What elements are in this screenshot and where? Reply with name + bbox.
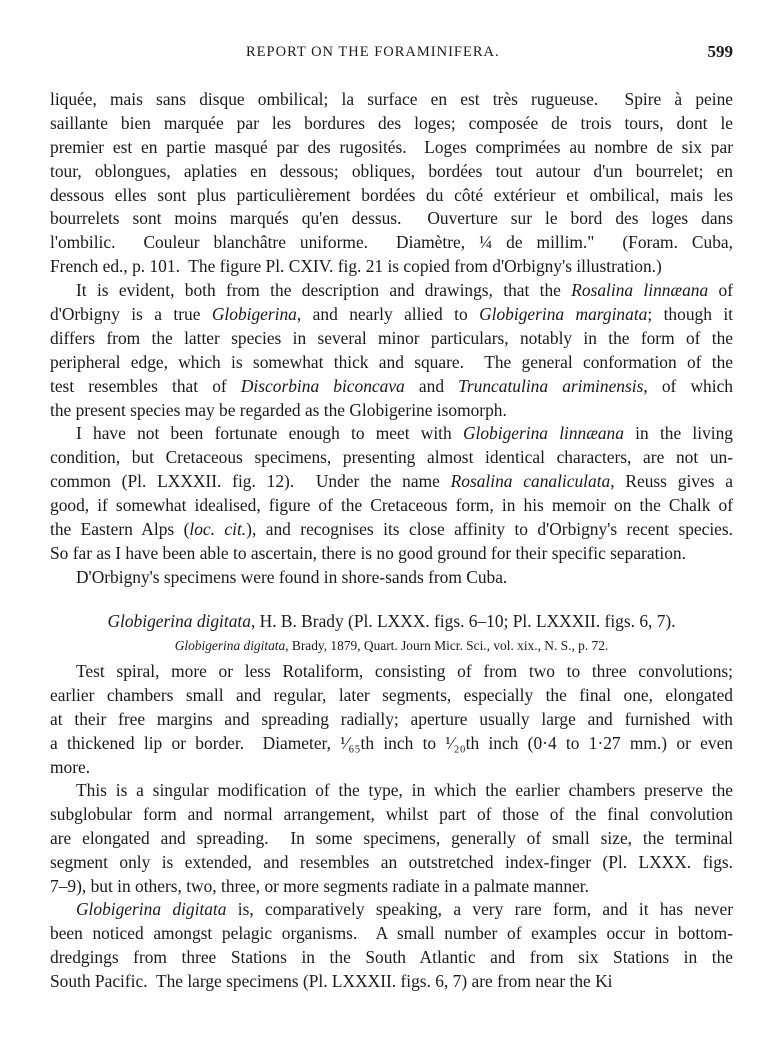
text-line — [50, 160, 733, 184]
text-line — [50, 470, 733, 494]
text-run: in the living — [623, 423, 733, 444]
text-run: at their free margins and spreading radially; aperture usually large and furnished with — [50, 708, 733, 729]
text-line — [50, 542, 733, 566]
text-line — [50, 970, 733, 994]
text-run: dessous elles sont plus particulièrement bordées du côté extérieur et ombilical, mais les — [50, 184, 733, 205]
text-line — [50, 184, 733, 208]
text-run: good, if somewhat idealised, figure of the Cretaceous form, in his memoir on the Chalk of — [50, 495, 733, 516]
text-run: , Reuss gives a — [610, 471, 734, 492]
species-heading-line — [50, 610, 733, 634]
text-line — [50, 708, 733, 732]
text-run: premier est en partie masqué par des rugosités. Loges comprimées au nombre de six par — [50, 136, 733, 157]
text-line — [50, 518, 733, 542]
text-line — [50, 231, 733, 255]
text-line — [50, 684, 733, 708]
synonymy-line — [50, 634, 733, 658]
text-line — [50, 136, 733, 160]
paragraph — [50, 898, 733, 994]
italic-text: Globigerina marginata — [479, 304, 648, 325]
text-run: I have not been fortunate enough to meet with — [76, 423, 463, 444]
text-run: l'ombilic. Couleur blanchâtre uniforme. Diamètre, ¼ de millim." (Foram. Cuba, — [50, 232, 733, 253]
text-run: the present species may be regarded as the Globigerine isomorph. — [50, 399, 507, 420]
text-run: saillante bien marquée par les bordures des loges; composée de trois tours, dont le — [50, 112, 733, 133]
text-line — [50, 732, 733, 756]
synonymy — [50, 634, 733, 658]
text-run: ), and recognises its close affinity to d'Orbigny's recent species. — [246, 519, 734, 540]
paragraph — [50, 779, 733, 898]
text-line — [50, 566, 733, 590]
text-run: is, comparatively speaking, a very rare form, and it has never — [226, 899, 733, 920]
text-line — [50, 779, 733, 803]
italic-text: Discorbina biconcava — [240, 375, 405, 396]
text-run: been noticed amongst pelagic organisms. A small number of examples occur in bottom- — [50, 923, 733, 944]
running-title: REPORT ON THE FORAMINIFERA. — [246, 44, 500, 60]
text-run: ; though it — [647, 304, 733, 325]
text-run: , H. B. Brady (Pl. LXXX. figs. 6–10; Pl. LXXXII. figs. 6, 7). — [250, 611, 676, 631]
text-run: tour, oblongues, aplaties en dessous; obliques, bordées tout autour d'un bourrelet; en — [50, 160, 733, 181]
text-line — [50, 375, 733, 399]
text-line — [50, 803, 733, 827]
species-description — [50, 660, 733, 779]
text-run: more. — [50, 756, 91, 777]
paragraph — [50, 660, 733, 779]
text-line — [50, 660, 733, 684]
text-run: peripheral edge, which is somewhat thick and square. The general conformation of the — [50, 351, 733, 372]
text-line — [50, 327, 733, 351]
text-line — [50, 851, 733, 875]
text-line — [50, 279, 733, 303]
text-line — [50, 756, 733, 780]
text-run: It is evident, both from the description and drawings, that the — [76, 280, 572, 301]
text-run: segment only is extended, and resembles an outstretched index-finger (Pl. LXXX. figs. — [50, 851, 733, 872]
text-line — [50, 946, 733, 970]
text-line — [50, 422, 733, 446]
italic-text: loc. cit. — [189, 519, 247, 540]
text-run: So far as I have been able to ascertain, there is no good ground for their specific separation. — [50, 542, 686, 563]
text-run: condition, but Cretaceous specimens, presenting almost identical characters, are not un- — [50, 447, 733, 468]
text-run: Test spiral, more or less Rotaliform, consisting of from two to three convolutions; — [76, 661, 733, 681]
text-run: test resembles that of — [50, 375, 241, 396]
body-text-top — [50, 88, 733, 590]
page-number: 599 — [707, 42, 733, 61]
text-line — [50, 494, 733, 518]
italic-text: Rosalina canaliculata — [450, 471, 611, 492]
italic-text: Globigerina digitata — [107, 611, 251, 631]
text-run: This is a singular modification of the type, in which the earlier chambers preserve the — [76, 780, 733, 800]
text-run: and — [404, 375, 459, 396]
text-run: , of which — [643, 375, 733, 396]
text-run: d'Orbigny is a true — [50, 304, 212, 325]
italic-text: Globigerina — [211, 304, 297, 325]
italic-text: Globigerina digitata — [76, 899, 227, 920]
italic-text: Truncatulina ariminensis — [458, 375, 644, 396]
paragraph — [50, 279, 733, 422]
text-line — [50, 399, 733, 423]
text-run: a thickened lip or border. Diameter, ¹⁄₆₅th inch to ¹⁄₂₀th inch (0·4 to 1·27 mm.) or even — [50, 732, 733, 753]
text-run: subglobular form and normal arrangement, whilst part of those of the final convolution — [50, 803, 733, 824]
text-line — [50, 303, 733, 327]
text-line — [50, 351, 733, 375]
text-line — [50, 875, 733, 899]
paragraph — [50, 422, 733, 565]
italic-text: Globigerina linnæana — [462, 423, 624, 444]
species-heading — [50, 610, 733, 634]
text-run: differs from the latter species in several minor particulars, notably in the form of the — [50, 327, 733, 348]
text-run: , Brady, 1879, Quart. Journ Micr. Sci., vol. xix., N. S., p. 72. — [285, 638, 609, 653]
text-run: common (Pl. LXXXII. fig. 12). Under the name — [50, 471, 451, 492]
paragraph — [50, 566, 733, 590]
text-line — [50, 207, 733, 231]
text-run: 7–9), but in others, two, three, or more segments radiate in a palmate manner. — [50, 875, 589, 896]
paragraph — [50, 88, 733, 279]
text-run: South Pacific. The large specimens (Pl. LXXXII. figs. 6, 7) are from near the Ki — [50, 971, 613, 992]
text-run: French ed., p. 101. The figure Pl. CXIV. fig. 21 is copied from d'Orbigny's illustration.) — [50, 256, 662, 277]
species-remarks — [50, 779, 733, 994]
text-run: of — [708, 280, 733, 301]
text-run: earlier chambers small and regular, later segments, especially the final one, elongated — [50, 684, 733, 705]
text-line — [50, 112, 733, 136]
text-line — [50, 88, 733, 112]
text-run: liquée, mais sans disque ombilical; la surface en est très rugueuse. Spire à peine — [50, 89, 733, 109]
text-line — [50, 898, 733, 922]
text-run: , and nearly allied to — [296, 304, 480, 325]
italic-text: Globigerina digitata — [174, 638, 286, 653]
text-line — [50, 922, 733, 946]
text-line — [50, 255, 733, 279]
text-line — [50, 446, 733, 470]
italic-text: Rosalina linnæana — [571, 280, 709, 301]
text-run: bourrelets sont moins marqués qu'en dessus. Ouverture sur le bord des loges dans — [50, 208, 733, 229]
text-line — [50, 827, 733, 851]
text-run: are elongated and spreading. In some specimens, generally of small size, the terminal — [50, 827, 733, 848]
text-run: dredgings from three Stations in the South Atlantic and from six Stations in the — [50, 947, 733, 968]
text-run: D'Orbigny's specimens were found in shore-sands from Cuba. — [76, 566, 508, 587]
text-run: the Eastern Alps ( — [50, 519, 190, 540]
